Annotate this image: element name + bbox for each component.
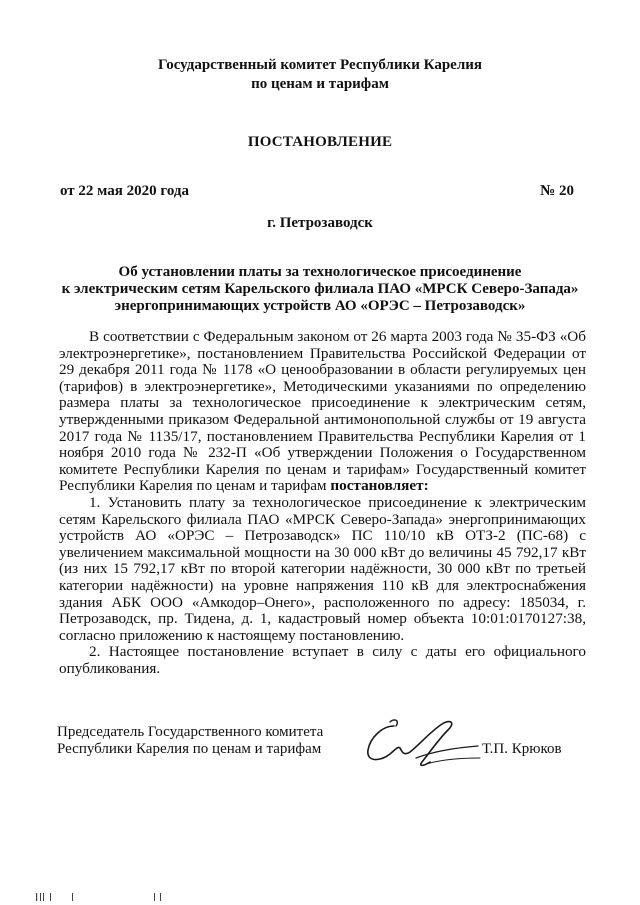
item-1-paragraph: 1. Установить плату за технологическое присоединение к электрическим сетям Карельского филиала ПАО «МРСК Северо-Запада» энергопринимающих устройств АО «ОРЭС – Петрозаводск» ПС 110/10 кВ ОТЗ-2 (ПС-68) с увеличением максимальной мощности на 30 000 кВт до величины 45 792,17 кВт (из них 15 792,17 кВт по второй категории надёжности, 30 000 кВт по третьей категории надёжности) на уровне напряжения 110 кВ для электроснабжения здания АБК ООО «Амкодор–Онего», расположенного по адресу: 185034, г. Петрозаводск, пр. Тидена, д. 1, кадастровый номер объекта 10:01:0170127:38, согласно приложению к настоящему постановлению.	[59, 493, 586, 644]
issuer-line-1: Государственный комитет Республики Карелия	[158, 57, 482, 73]
document-date: от 22 мая 2020 года	[60, 183, 189, 199]
handwritten-signature	[360, 712, 482, 774]
signatory-position	[57, 724, 323, 758]
subject-line-3: энергопринимающих устройств АО «ОРЭС – Петрозаводск»	[114, 298, 526, 314]
document-body	[59, 329, 586, 677]
scan-artifact-marks	[36, 892, 176, 902]
issuer-line-2: по ценам и тарифам	[251, 76, 389, 92]
subject-line-2: к электрическим сетям Карельского филиала ПАО «МРСК Северо-Запада»	[61, 281, 579, 297]
item-2-paragraph: 2. Настоящее постановление вступает в силу с даты его официального опубликования.	[59, 643, 586, 677]
document-city: г. Петрозаводск	[267, 215, 373, 231]
document-number: № 20	[540, 183, 574, 199]
issuer-header	[140, 56, 500, 94]
document-subject	[40, 264, 600, 315]
document-type-title: ПОСТАНОВЛЕНИЕ	[247, 134, 393, 150]
preamble-text: В соответствии с Федеральным законом от 26 марта 2003 года № 35-ФЗ «Об электроэнергетике», постановлением Правительства Российской Федерации от 29 декабря 2011 года № 1178 «О ценообразовании в области регулируемых цен (тарифов) в электроэнергетике», Методическими указаниями по определению размера платы за технологическое присоединение к электрическим сетям, утвержденными приказом Федеральной антимонопольной службы от 19 августа 2017 года № 1135/17, постановлением Правительства Республики Карелия от 1 ноября 2010 года № 232-П «Об утверждении Положения о Государственном комитете Республики Карелия по ценам и тарифам» Государственный комитет Республики Карелия по ценам и тарифам	[59, 328, 586, 495]
signatory-position-line-1: Председатель Государственного комитета	[57, 724, 324, 740]
decree-word: постановляет	[330, 477, 424, 495]
preamble-paragraph	[59, 329, 586, 495]
signatory-position-line-2: Республики Карелия по ценам и тарифам	[57, 741, 322, 757]
signatory-name: Т.П. Крюков	[482, 741, 562, 757]
decree-colon: :	[423, 477, 429, 495]
subject-line-1: Об установлении платы за технологическое присоединение	[118, 264, 522, 280]
